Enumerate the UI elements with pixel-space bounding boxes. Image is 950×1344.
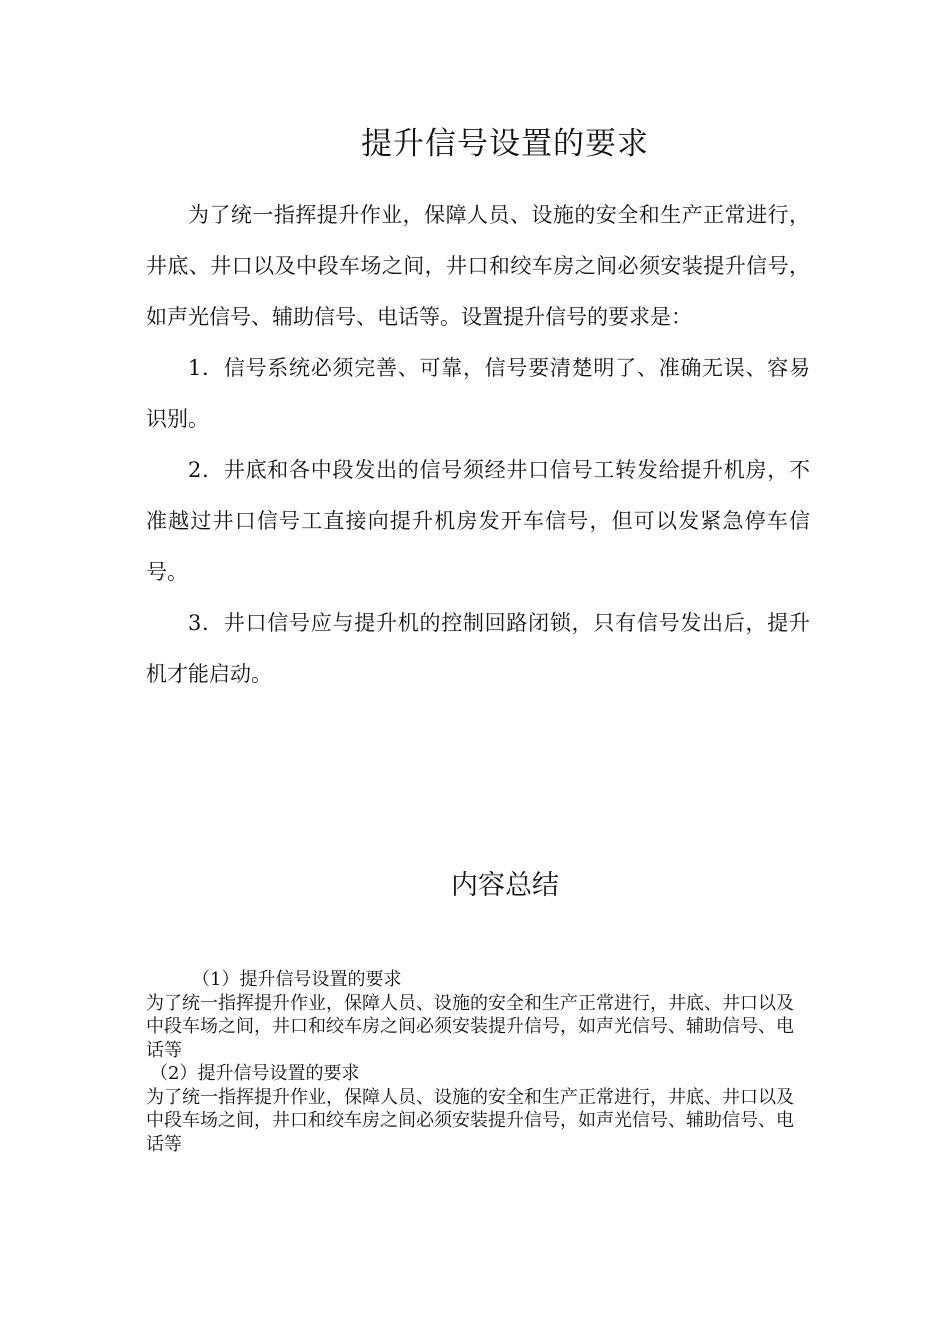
summary-title: 内容总结 — [451, 870, 559, 901]
document-body — [146, 190, 810, 700]
summary-item-heading: （1）提升信号设置的要求 — [192, 969, 402, 990]
document-title: 提升信号设置的要求 — [361, 126, 649, 162]
intro-paragraph: 为了统一指挥提升作业，保障人员、设施的安全和生产正常进行，井底、井口以及中段车场之间，井口和绞车房之间必须安装提升信号，如声光信号、辅助信号、电话等。设置提升信号的要求是： — [146, 203, 810, 329]
summary-item-body: 为了统一指挥提升作业，保障人员、设施的安全和生产正常进行，井底、井口以及中段车场之间，井口和绞车房之间必须安装提升信号，如声光信号、辅助信号、电话等 — [146, 992, 794, 1061]
requirement-paragraph-2: 2．井底和各中段发出的信号须经井口信号工转发给提升机房，不准越过井口信号工直接向提升机房发开车信号，但可以发紧急停车信号。 — [146, 458, 810, 584]
requirement-paragraph-1: 1．信号系统必须完善、可靠，信号要清楚明了、准确无误、容易识别。 — [146, 356, 810, 431]
summary-item-heading: （2）提升信号设置的要求 — [150, 1063, 360, 1084]
summary-item-body: 为了统一指挥提升作业，保障人员、设施的安全和生产正常进行，井底、井口以及中段车场之间，井口和绞车房之间必须安装提升信号，如声光信号、辅助信号、电话等 — [146, 1086, 794, 1155]
requirement-paragraph-3: 3．井口信号应与提升机的控制回路闭锁，只有信号发出后，提升机才能启动。 — [146, 611, 810, 686]
summary-section — [146, 968, 796, 1156]
